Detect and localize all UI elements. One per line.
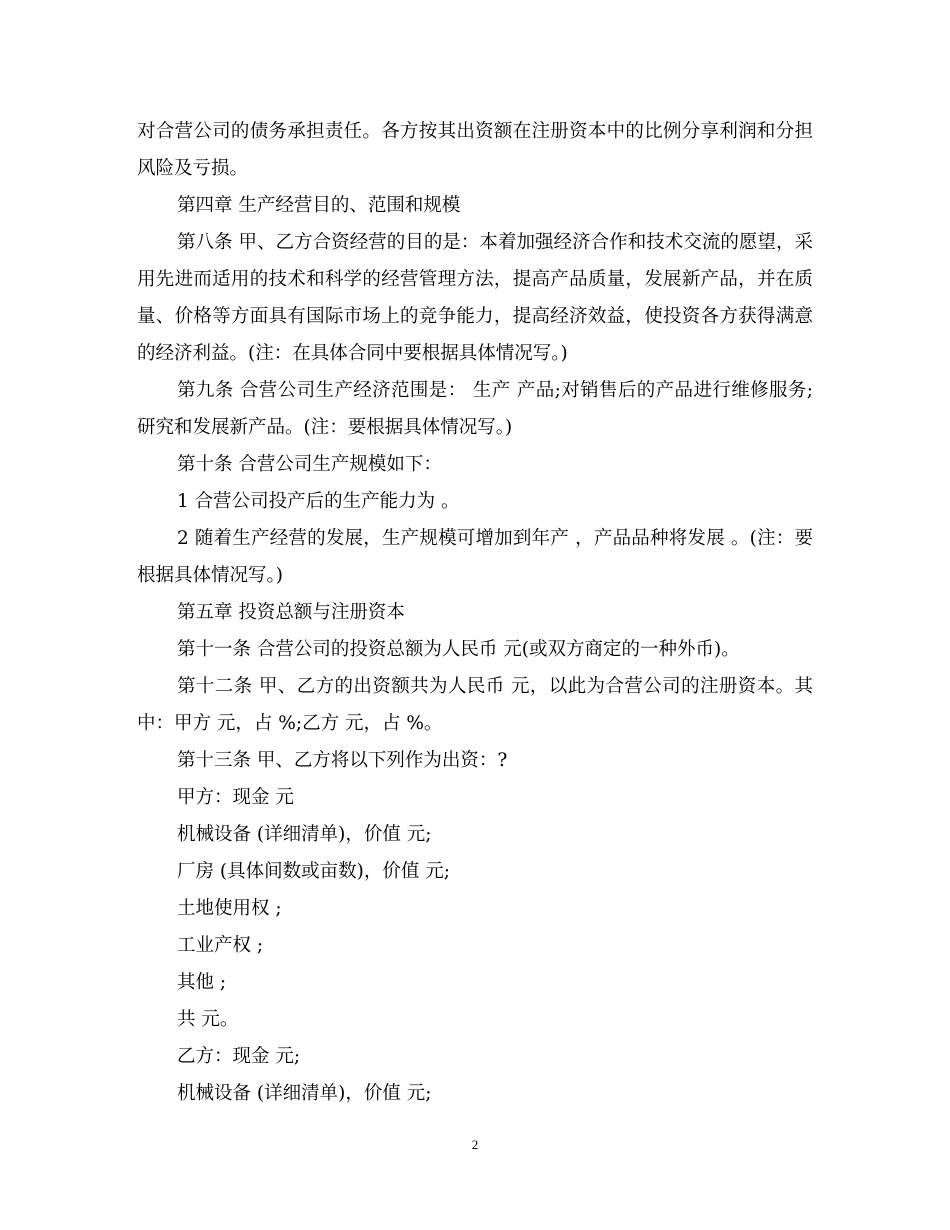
party-a-other: 其他 ; (177, 972, 227, 993)
article-13: 第十三条 甲、乙方将以下列作为出资：? (177, 750, 508, 771)
paragraph-1: 对合营公司的债务承担责任。各方按其出资额在注册资本中的比例分享利润和分担风险及亏损。 (137, 121, 813, 179)
party-a-industrial-property: 工业产权 ; (177, 935, 264, 956)
article-11: 第十一条 合营公司的投资总额为人民币 元(或双方商定的一种外币)。 (177, 639, 740, 660)
chapter-5-heading: 第五章 投资总额与注册资本 (177, 602, 405, 623)
article-9: 第九条 合营公司生产经济范围是： 生产 产品;对销售后的产品进行维修服务;研究和发展新产品。(注：要根据具体情况写。) (137, 380, 813, 438)
party-b-cash: 乙方：现金 元; (177, 1046, 301, 1067)
party-a-total: 共 元。 (177, 1009, 239, 1030)
party-a-land-use-right: 土地使用权 ; (177, 898, 282, 919)
article-8: 第八条 甲、乙方合资经营的目的是：本着加强经济合作和技术交流的愿望，采用先进而适用的技术和科学的经营管理方法，提高产品质量，发展新产品，并在质量、价格等方面具有国际市场上的竞争能力，提高经济效益，使投资各方获得满意的经济利益。(注：在具体合同中要根据具体情况写。) (137, 232, 813, 364)
party-b-machinery: 机械设备 (详细清单)，价值 元; (177, 1083, 432, 1104)
page-number: 2 (471, 1137, 479, 1152)
party-a-machinery: 机械设备 (详细清单)，价值 元; (177, 824, 432, 845)
article-10: 第十条 合营公司生产规模如下： (177, 454, 442, 475)
document-body (137, 113, 813, 1112)
chapter-4-heading: 第四章 生产经营目的、范围和规模 (177, 195, 461, 216)
article-10-item-1: 1 合营公司投产后的生产能力为 。 (177, 491, 460, 512)
party-a-cash: 甲方：现金 元 (177, 787, 294, 808)
party-a-factory: 厂房 (具体间数或亩数)，价值 元; (177, 861, 450, 882)
article-10-item-2: 2 随着生产经营的发展，生产规模可增加到年产 ，产品品种将发展 。(注：要根据具体情况写。) (137, 528, 813, 586)
article-12: 第十二条 甲、乙方的出资额共为人民币 元，以此为合营公司的注册资本。其中：甲方 元，占 %;乙方 元，占 %。 (137, 676, 813, 734)
